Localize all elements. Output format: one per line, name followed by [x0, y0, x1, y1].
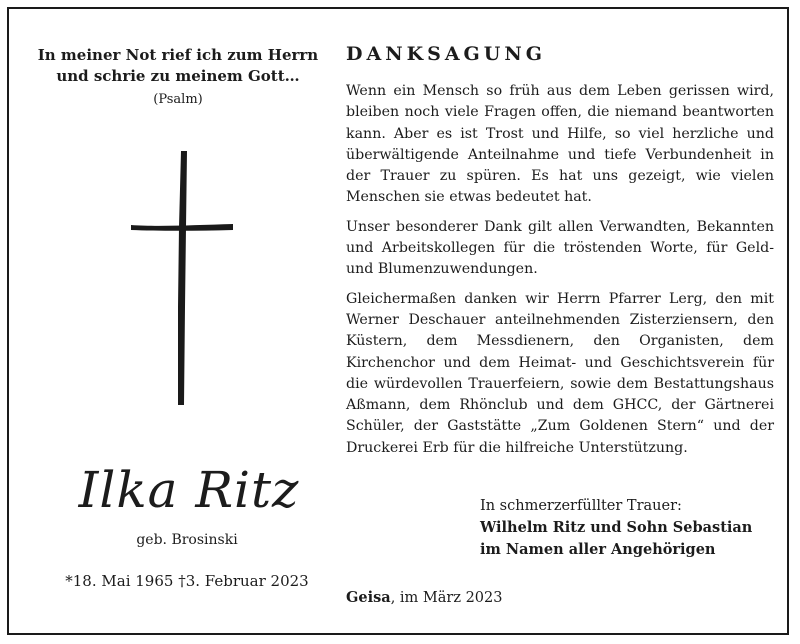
- mourners-line-1: Wilhelm Ritz und Sohn Sebastian: [480, 519, 753, 536]
- place-date-text: , im März 2023: [390, 590, 503, 606]
- psalm-quote: [9, 45, 347, 87]
- mourners-intro: In schmerzerfüllter Trauer:: [480, 498, 682, 514]
- place-city: Geisa: [346, 589, 391, 606]
- paragraph-2: Unser besonderer Dank gilt allen Verwandten, Bekannten und Arbeitskollegen für die tröstenden Worte, für Geld- und Blumenzuwendungen.: [346, 218, 774, 278]
- mourners-block: [480, 495, 780, 561]
- quote-line-1: In meiner Not rief ich zum Herrn: [37, 46, 319, 64]
- thanks-text: [346, 81, 774, 467]
- place-date: [346, 589, 502, 606]
- paragraph-1: Wenn ein Mensch so früh aus dem Leben gerissen wird, bleiben noch viele Fragen offen, die niemand beantworten kann. Aber es ist Trost und Hilfe, so viel herzliche und überwältigende Anteilnahme und tiefe Verbundenheit in der Trauer zu spüren. Es hat uns gezeigt, wie vielen Menschen sie etwas bedeutet hat.: [346, 83, 774, 206]
- left-column: [9, 9, 344, 633]
- cross-icon: [127, 147, 237, 407]
- life-dates: *18. Mai 1965 †3. Februar 2023: [65, 572, 309, 590]
- mourners-line-2: im Namen aller Angehörigen: [480, 541, 716, 558]
- quote-line-2: und schrie zu meinem Gott…: [56, 67, 300, 85]
- obituary-frame: [7, 7, 789, 635]
- paragraph-3: Gleichermaßen danken wir Herrn Pfarrer Lerg, den mit Werner Deschauer anteilnehmenden Zisterziensern, den Küstern, dem Messdienern, den Organisten, dem Kirchenchor und dem Heimat- und Geschichtsverein für die würdevollen Trauerfeiern, sowie dem Bestattungshaus Aßmann, dem Rhönclub und dem GHCC, der Gärtnerei Schüler, der Gaststätte „Zum Goldenen Stern“ und der Druckerei Erb für die hilfreiche Unterstützung.: [346, 290, 774, 456]
- maiden-name: geb. Brosinski: [136, 532, 238, 548]
- quote-source: (Psalm): [153, 92, 203, 107]
- page-title: DANKSAGUNG: [346, 43, 546, 65]
- deceased-name: Ilka Ritz: [78, 461, 300, 519]
